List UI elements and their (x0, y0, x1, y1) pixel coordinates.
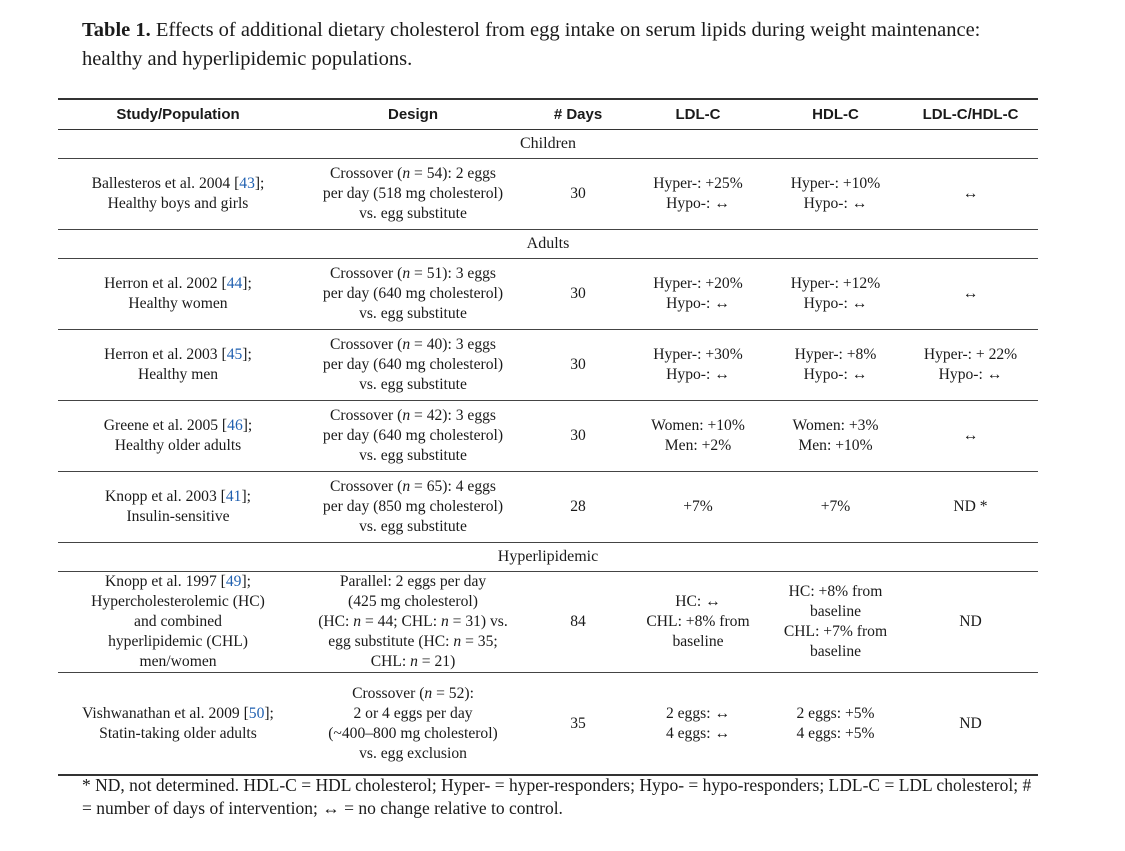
group-row (58, 543, 1038, 572)
hdl-cell: Women: +3% Men: +10% (768, 401, 903, 472)
ldl-cell: Hyper-: +25% Hypo-: ↔ (628, 159, 768, 230)
hdl-cell: +7% (768, 472, 903, 543)
days-cell: 30 (528, 159, 628, 230)
study-cell: Herron et al. 2002 [44]; Healthy women (58, 259, 298, 330)
design-cell: Crossover (n = 52): 2 or 4 eggs per day (~400–800 mg cholesterol) vs. egg exclusion (298, 673, 528, 776)
table-footnote: * ND, not determined. HDL-C = HDL cholesterol; Hyper- = hyper-responders; Hypo- = hypo-responders; LDL-C = LDL cholesterol; # = number of days of intervention; ↔ = no change relative to control. (82, 775, 1032, 818)
hdl-cell: Hyper-: +10% Hypo-: ↔ (768, 159, 903, 230)
header-design: Design (298, 99, 528, 130)
hdl-cell: 2 eggs: +5% 4 eggs: +5% (768, 673, 903, 776)
study-cell: Knopp et al. 1997 [49]; Hypercholesterolemic (HC) and combined hyperlipidemic (CHL) men/women (58, 572, 298, 673)
hdl-cell: Hyper-: +8% Hypo-: ↔ (768, 330, 903, 401)
study-cell: Ballesteros et al. 2004 [43]; Healthy boys and girls (58, 159, 298, 230)
ratio-cell: ND * (903, 472, 1038, 543)
table-row (58, 673, 1038, 776)
table-row (58, 330, 1038, 401)
ldl-cell: Women: +10% Men: +2% (628, 401, 768, 472)
header-row (58, 99, 1038, 130)
table-row (58, 472, 1038, 543)
ratio-cell: ↔ (903, 259, 1038, 330)
study-cell: Knopp et al. 2003 [41]; Insulin-sensitive (58, 472, 298, 543)
table-row (58, 259, 1038, 330)
hdl-cell: Hyper-: +12% Hypo-: ↔ (768, 259, 903, 330)
table-row (58, 572, 1038, 673)
header-ratio: LDL-C/HDL-C (903, 99, 1038, 130)
caption-label: Table 1. (82, 19, 151, 41)
header-study: Study/Population (58, 99, 298, 130)
design-cell: Crossover (n = 54): 2 eggs per day (518 mg cholesterol) vs. egg substitute (298, 159, 528, 230)
days-cell: 35 (528, 673, 628, 776)
table-row (58, 159, 1038, 230)
days-cell: 30 (528, 259, 628, 330)
citation-link[interactable]: 46 (227, 417, 243, 434)
group-row (58, 130, 1038, 159)
design-cell: Parallel: 2 eggs per day (425 mg cholesterol) (HC: n = 44; CHL: n = 31) vs. egg substitute (HC: n = 35; CHL: n = 21) (298, 572, 528, 673)
hdl-cell: HC: +8% from baseline CHL: +7% from baseline (768, 572, 903, 673)
ldl-cell: HC: ↔ CHL: +8% from baseline (628, 572, 768, 673)
ratio-cell: ↔ (903, 159, 1038, 230)
citation-link[interactable]: 50 (248, 704, 265, 722)
days-cell: 30 (528, 330, 628, 401)
citation-link[interactable]: 41 (225, 488, 242, 505)
ldl-cell: 2 eggs: ↔ 4 eggs: ↔ (628, 673, 768, 776)
citation-link[interactable]: 44 (226, 275, 243, 292)
group-children: Children (58, 130, 1038, 159)
ratio-cell: Hyper-: + 22% Hypo-: ↔ (903, 330, 1038, 401)
design-cell: Crossover (n = 42): 3 eggs per day (640 mg cholesterol) vs. egg substitute (298, 401, 528, 472)
study-cell: Greene et al. 2005 [46]; Healthy older adults (58, 401, 298, 472)
header-days: # Days (528, 99, 628, 130)
design-cell: Crossover (n = 65): 4 eggs per day (850 mg cholesterol) vs. egg substitute (298, 472, 528, 543)
header-ldl: LDL-C (628, 99, 768, 130)
study-cell: Herron et al. 2003 [45]; Healthy men (58, 330, 298, 401)
design-cell: Crossover (n = 51): 3 eggs per day (640 mg cholesterol) vs. egg substitute (298, 259, 528, 330)
citation-link[interactable]: 43 (239, 175, 255, 192)
design-cell: Crossover (n = 40): 3 eggs per day (640 mg cholesterol) vs. egg substitute (298, 330, 528, 401)
days-cell: 30 (528, 401, 628, 472)
table-caption (82, 16, 1042, 74)
study-cell: Vishwanathan et al. 2009 [50]; Statin-taking older adults (58, 673, 298, 776)
lipids-table (58, 98, 1038, 776)
ratio-cell: ND (903, 572, 1038, 673)
group-adults: Adults (58, 230, 1038, 259)
ldl-cell: Hyper-: +30% Hypo-: ↔ (628, 330, 768, 401)
ratio-cell: ↔ (903, 401, 1038, 472)
ldl-cell: Hyper-: +20% Hypo-: ↔ (628, 259, 768, 330)
caption-text: Effects of additional dietary cholesterol from egg intake on serum lipids during weight maintenance: healthy and hyperlipidemic populations. (82, 19, 981, 70)
table-row (58, 401, 1038, 472)
group-hyperlipidemic: Hyperlipidemic (58, 543, 1038, 572)
group-row (58, 230, 1038, 259)
ldl-cell: +7% (628, 472, 768, 543)
ratio-cell: ND (903, 673, 1038, 776)
citation-link[interactable]: 45 (226, 346, 243, 363)
days-cell: 84 (528, 572, 628, 673)
days-cell: 28 (528, 472, 628, 543)
citation-link[interactable]: 49 (225, 573, 242, 590)
header-hdl: HDL-C (768, 99, 903, 130)
